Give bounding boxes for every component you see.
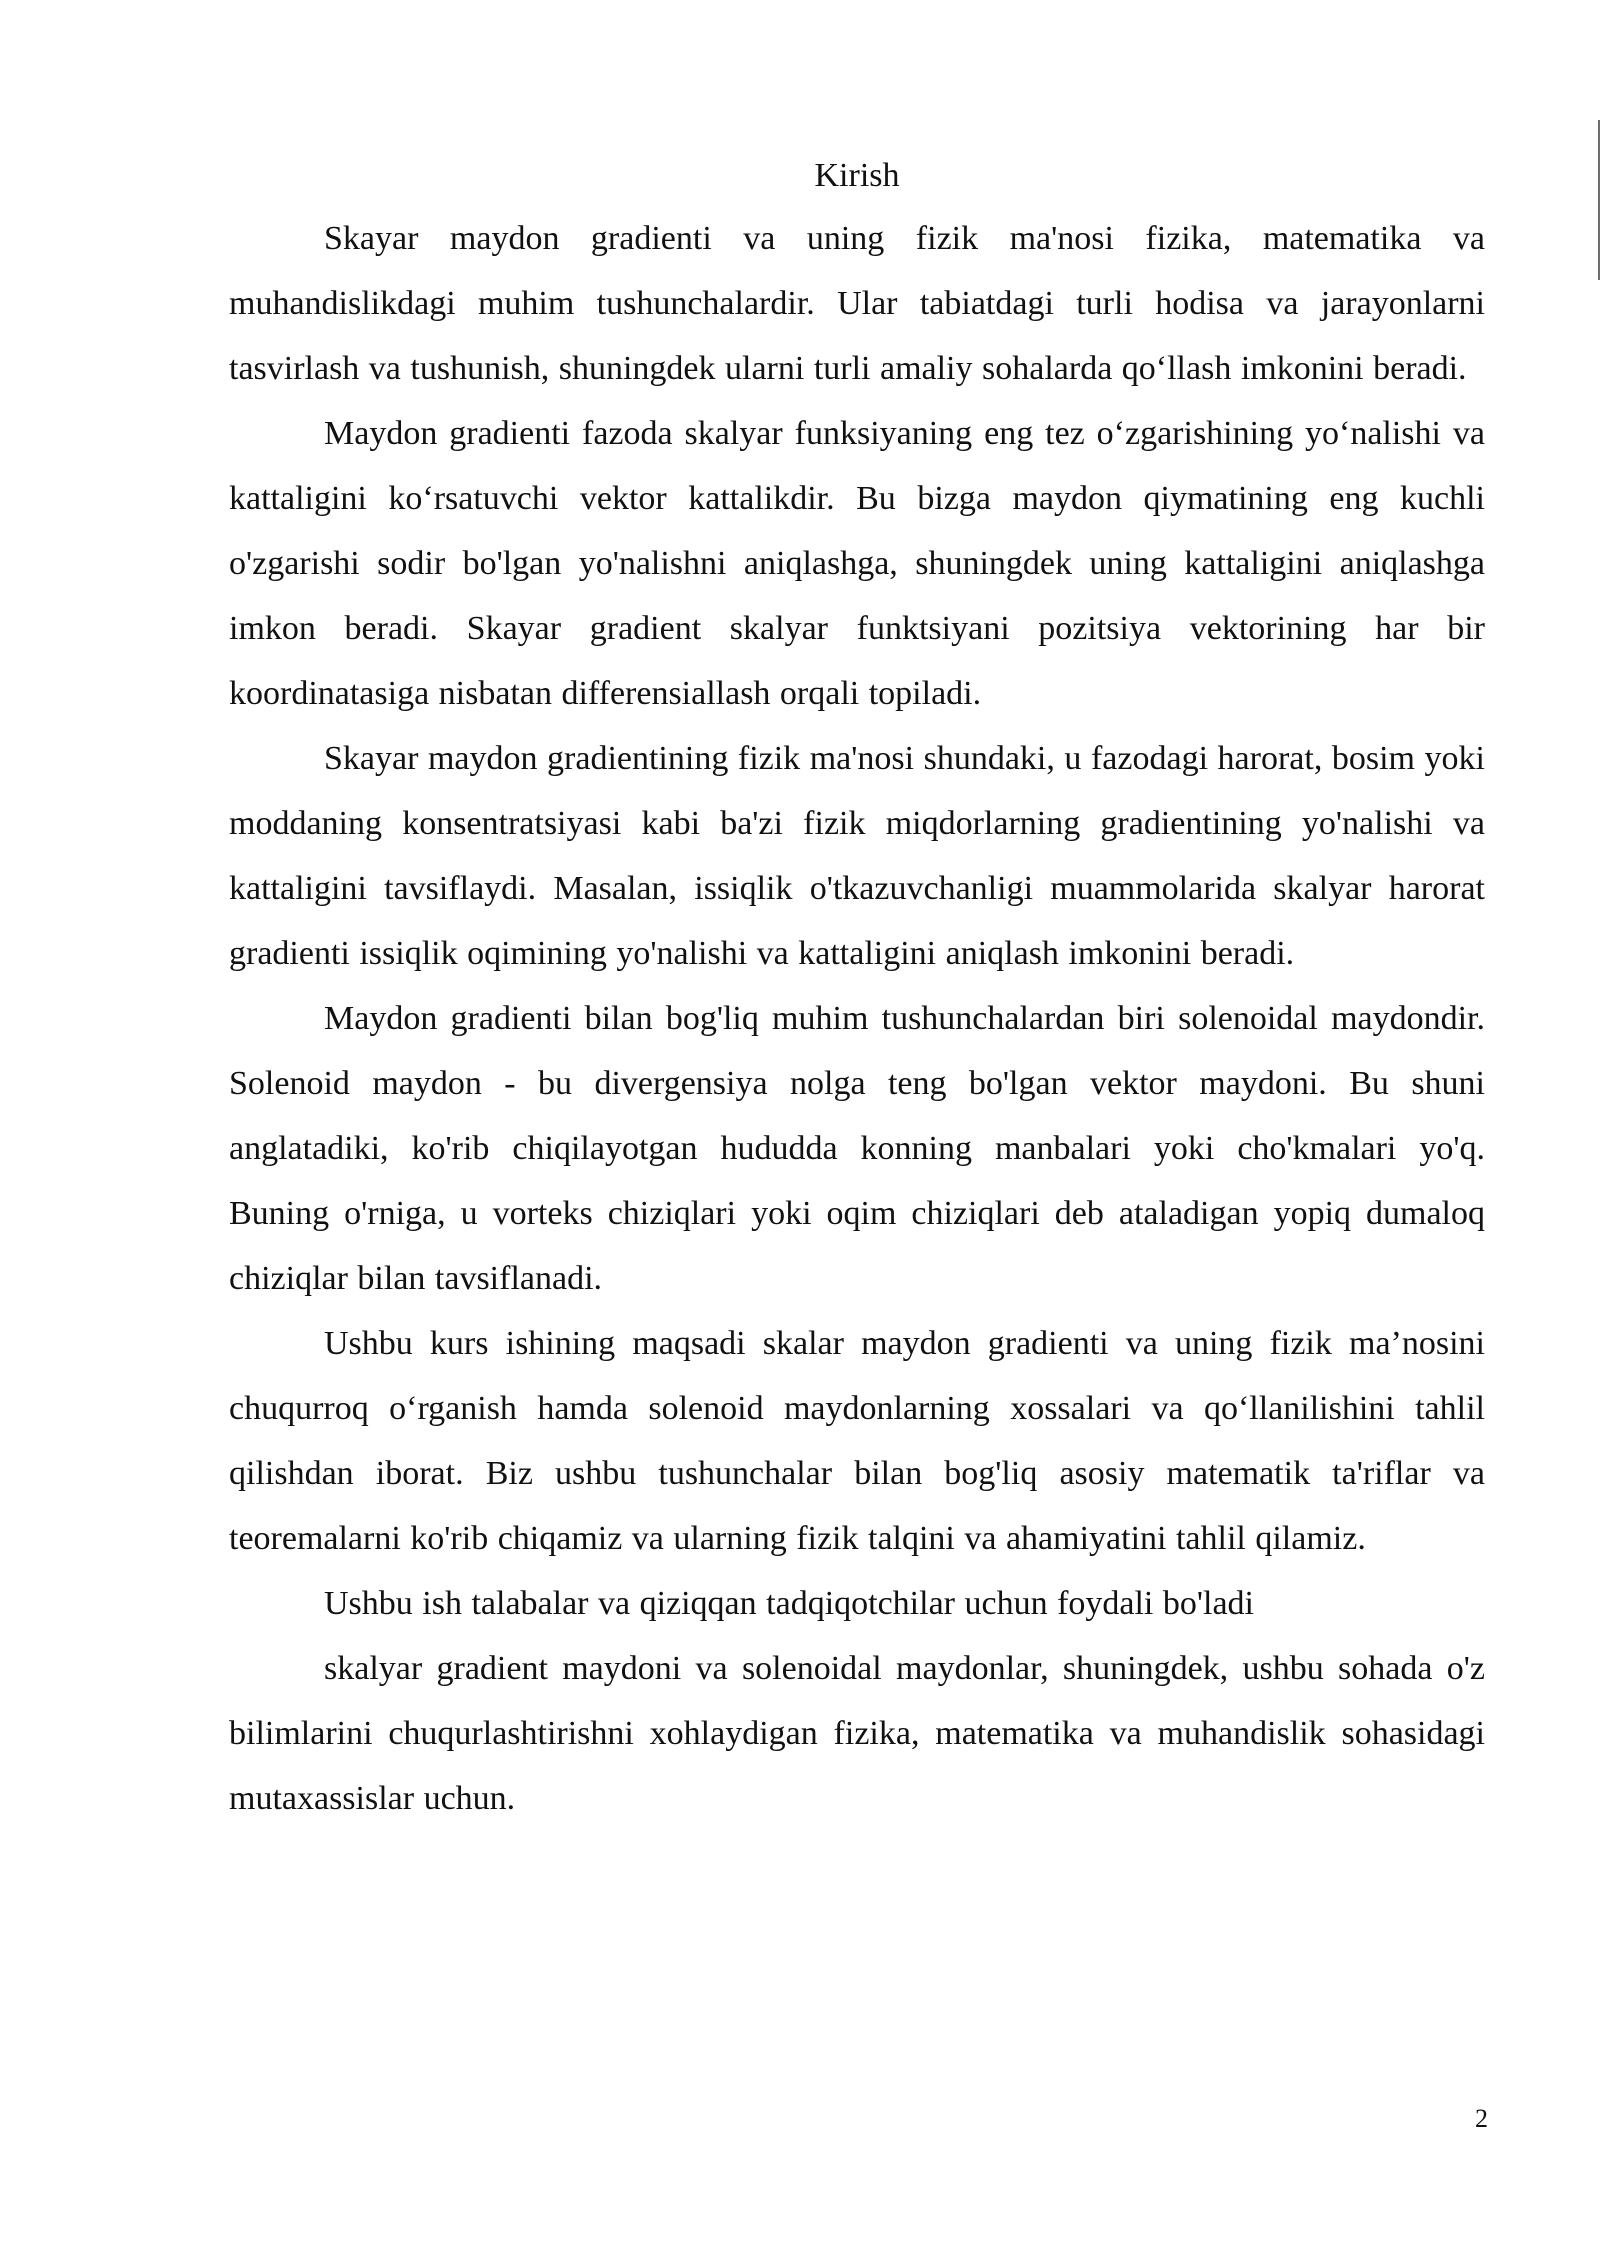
paragraph-intro: Skayar maydon gradienti va uning fizik ma'nosi fizika, matematika va muhandislikdagi muhim tushunchalardir. Ular tabiatdagi turli hodisa va jarayonlarni tasvirlash va tushunish, shuningdek ularni turli amaliy sohalarda qo‘llash imkonini beradi.	[229, 220, 1485, 387]
paragraph-audience-lead: Ushbu ish talabalar va qiziqqan tadqiqotchilar uchun foydali bo'ladi	[324, 1585, 1254, 1622]
document-body	[229, 146, 1485, 1831]
section-title: Kirish	[814, 157, 900, 194]
page-number: 2	[1475, 2104, 1488, 2133]
paragraph-solenoidal-field: Maydon gradienti bilan bog'liq muhim tushunchalardan biri solenoidal maydondir. Solenoid maydon - bu divergensiya nolga teng bo'lgan vektor maydoni. Bu shuni anglatadiki, ko'rib chiqilayotgan hududda konning manbalari yoki cho'kmalari yo'q. Buning o'rniga, u vorteks chiziqlari yoki oqim chiziqlari deb ataladigan yopiq dumaloq chiziqlar bilan tavsiflanadi.	[229, 1000, 1485, 1297]
paragraph-course-goal: Ushbu kurs ishining maqsadi skalar maydon gradienti va uning fizik ma’nosini chuqurroq o‘rganish hamda solenoid maydonlarning xossalari va qo‘llanilishini tahlil qilishdan iborat. Biz ushbu tushunchalar bilan bog'liq asosiy matematik ta'riflar va teoremalarni ko'rib chiqamiz va ularning fizik talqini va ahamiyatini tahlil qilamiz.	[229, 1325, 1485, 1557]
paragraph-gradient-definition: Maydon gradienti fazoda skalyar funksiyaning eng tez o‘zgarishining yo‘nalishi va kattaligini ko‘rsatuvchi vektor kattalikdir. Bu bizga maydon qiymatining eng kuchli o'zgarishi sodir bo'lgan yo'nalishni aniqlashga, shuningdek uning kattaligini aniqlashga imkon beradi. Skayar gradient skalyar funktsiyani pozitsiya vektorining har bir koordinatasiga nisbatan differensiallash orqali topiladi.	[229, 415, 1485, 712]
paragraph-physical-meaning: Skayar maydon gradientining fizik ma'nosi shundaki, u fazodagi harorat, bosim yoki moddaning konsentratsiyasi kabi ba'zi fizik miqdorlarning gradientining yo'nalishi va kattaligini tavsiflaydi. Masalan, issiqlik o'tkazuvchanligi muammolarida skalyar harorat gradienti issiqlik oqimining yo'nalishi va kattaligini aniqlash imkonini beradi.	[229, 740, 1485, 972]
paragraph-audience-detail: skalyar gradient maydoni va solenoidal maydonlar, shuningdek, ushbu sohada o'z bilimlarini chuqurlashtirishni xohlaydigan fizika, matematika va muhandislik sohasidagi mutaxassislar uchun.	[229, 1650, 1485, 1817]
